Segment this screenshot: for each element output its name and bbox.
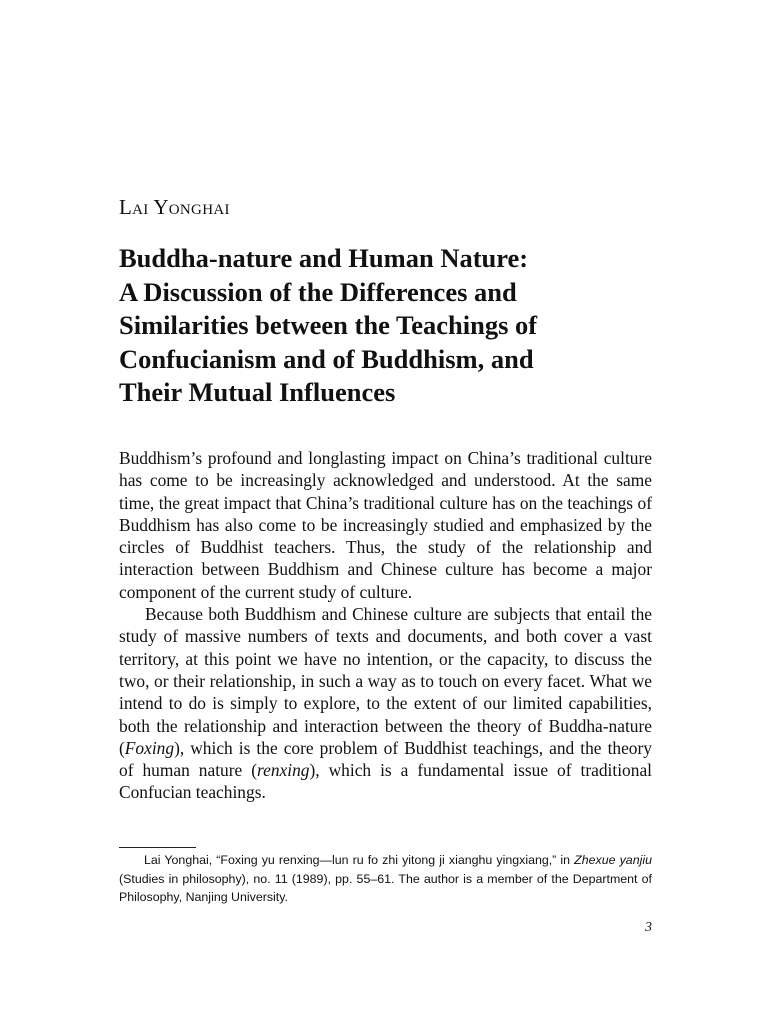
title-line: A Discussion of the Differences and (119, 276, 517, 307)
page (119, 0, 652, 1024)
paragraph-2-part-1: Because both Buddhism and Chinese culture are subjects that entail the study of massive numbers of texts and documents, and both cover a vast territory, at this point we have no intention, or the capacity, to discuss the two, or their relationship, in such a way as to touch on every facet. What we intend to do is simply to explore, to the extent of our limited capabilities, both the relationship and interaction between the theory of Buddha-nature ( (119, 604, 652, 758)
footnote (119, 851, 652, 907)
title-line: Their Mutual Influences (119, 377, 396, 407)
paragraph-2-part-3: ), which is a fundamental issue of traditional Confucian teachings. (119, 760, 652, 803)
article-title (119, 242, 652, 410)
footnote-divider (119, 847, 196, 848)
page-number: 3 (645, 920, 652, 935)
footnote-part-1: Lai Yonghai, “Foxing yu renxing—lun ru fo zhi yitong ji xianghu yingxiang,” in (144, 853, 575, 867)
paragraph-1: Buddhism’s profound and longlasting impact on China’s traditional culture has come to be increasingly acknowledged and understood. At the same time, the great impact that China’s traditional culture has on the teachings of Buddhism has also come to be increasingly studied and emphasized by the circles of Buddhist teachers. Thus, the study of the relationship and interaction between Buddhism and Chinese culture has become a major component of the current study of culture. (119, 448, 652, 602)
author-name: Lai Yonghai (119, 195, 230, 219)
paragraph-2 (119, 603, 652, 804)
footnote-part-2: (Studies in philosophy), no. 11 (1989), pp. 55–61. The author is a member of the Department of Philosophy, Nanjing University. (119, 871, 652, 904)
body-text (119, 447, 652, 804)
title-line: Confucianism and of Buddhism, and (119, 343, 534, 374)
footnote-journal: Zhexue yanjiu (574, 853, 652, 867)
title-line: Buddha-nature and Human Nature: (119, 243, 529, 273)
term-renxing: renxing (257, 760, 310, 781)
title-line: Similarities between the Teachings of (119, 310, 538, 340)
term-foxing: Foxing (124, 737, 175, 758)
paragraph-2-part-2: ), which is the core problem of Buddhist teachings, and the theory of human nature ( (119, 737, 652, 781)
